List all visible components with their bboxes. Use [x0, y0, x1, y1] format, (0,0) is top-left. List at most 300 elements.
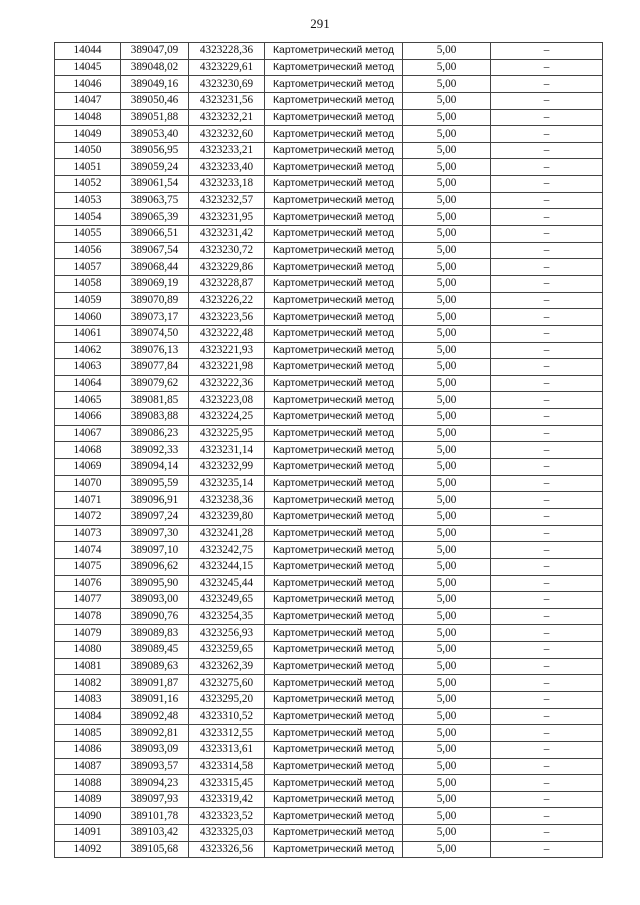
method-cell: Картометрический метод [265, 625, 403, 642]
x-coordinate-cell: 389096,62 [121, 558, 189, 575]
note-cell: – [491, 76, 603, 93]
accuracy-cell: 5,00 [403, 76, 491, 93]
note-cell: – [491, 275, 603, 292]
point-number-cell: 14047 [55, 92, 121, 109]
point-number-cell: 14087 [55, 758, 121, 775]
x-coordinate-cell: 389063,75 [121, 192, 189, 209]
y-coordinate-cell: 4323232,60 [189, 126, 265, 143]
accuracy-cell: 5,00 [403, 725, 491, 742]
point-number-cell: 14071 [55, 492, 121, 509]
table-row [55, 142, 603, 159]
table-row [55, 76, 603, 93]
method-cell: Картометрический метод [265, 492, 403, 509]
y-coordinate-cell: 4323231,95 [189, 209, 265, 226]
accuracy-cell: 5,00 [403, 508, 491, 525]
table-row [55, 409, 603, 426]
note-cell: – [491, 825, 603, 842]
method-cell: Картометрический метод [265, 775, 403, 792]
accuracy-cell: 5,00 [403, 292, 491, 309]
x-coordinate-cell: 389079,62 [121, 375, 189, 392]
point-number-cell: 14072 [55, 508, 121, 525]
table-row [55, 658, 603, 675]
y-coordinate-cell: 4323223,56 [189, 309, 265, 326]
x-coordinate-cell: 389092,33 [121, 442, 189, 459]
y-coordinate-cell: 4323222,36 [189, 375, 265, 392]
table-row [55, 675, 603, 692]
method-cell: Картометрический метод [265, 192, 403, 209]
note-cell: – [491, 375, 603, 392]
y-coordinate-cell: 4323254,35 [189, 608, 265, 625]
y-coordinate-cell: 4323224,25 [189, 409, 265, 426]
x-coordinate-cell: 389093,00 [121, 592, 189, 609]
x-coordinate-cell: 389047,09 [121, 43, 189, 60]
point-number-cell: 14091 [55, 825, 121, 842]
x-coordinate-cell: 389092,48 [121, 708, 189, 725]
note-cell: – [491, 525, 603, 542]
x-coordinate-cell: 389081,85 [121, 392, 189, 409]
x-coordinate-cell: 389067,54 [121, 242, 189, 259]
y-coordinate-cell: 4323256,93 [189, 625, 265, 642]
table-row [55, 808, 603, 825]
table-row [55, 292, 603, 309]
accuracy-cell: 5,00 [403, 475, 491, 492]
x-coordinate-cell: 389097,24 [121, 508, 189, 525]
table-row [55, 525, 603, 542]
note-cell: – [491, 92, 603, 109]
y-coordinate-cell: 4323259,65 [189, 642, 265, 659]
point-number-cell: 14075 [55, 558, 121, 575]
method-cell: Картометрический метод [265, 475, 403, 492]
note-cell: – [491, 142, 603, 159]
accuracy-cell: 5,00 [403, 758, 491, 775]
accuracy-cell: 5,00 [403, 92, 491, 109]
accuracy-cell: 5,00 [403, 492, 491, 509]
accuracy-cell: 5,00 [403, 109, 491, 126]
y-coordinate-cell: 4323310,52 [189, 708, 265, 725]
x-coordinate-cell: 389089,83 [121, 625, 189, 642]
method-cell: Картометрический метод [265, 508, 403, 525]
y-coordinate-cell: 4323235,14 [189, 475, 265, 492]
accuracy-cell: 5,00 [403, 691, 491, 708]
method-cell: Картометрический метод [265, 92, 403, 109]
method-cell: Картометрический метод [265, 708, 403, 725]
table-row [55, 275, 603, 292]
note-cell: – [491, 159, 603, 176]
point-number-cell: 14063 [55, 359, 121, 376]
accuracy-cell: 5,00 [403, 542, 491, 559]
point-number-cell: 14076 [55, 575, 121, 592]
note-cell: – [491, 359, 603, 376]
x-coordinate-cell: 389094,23 [121, 775, 189, 792]
y-coordinate-cell: 4323225,95 [189, 425, 265, 442]
point-number-cell: 14082 [55, 675, 121, 692]
note-cell: – [491, 425, 603, 442]
point-number-cell: 14084 [55, 708, 121, 725]
table-row [55, 259, 603, 276]
accuracy-cell: 5,00 [403, 59, 491, 76]
table-row [55, 92, 603, 109]
y-coordinate-cell: 4323323,52 [189, 808, 265, 825]
y-coordinate-cell: 4323242,75 [189, 542, 265, 559]
accuracy-cell: 5,00 [403, 176, 491, 193]
table-row [55, 708, 603, 725]
x-coordinate-cell: 389086,23 [121, 425, 189, 442]
note-cell: – [491, 309, 603, 326]
accuracy-cell: 5,00 [403, 226, 491, 243]
point-number-cell: 14044 [55, 43, 121, 60]
accuracy-cell: 5,00 [403, 741, 491, 758]
table-row [55, 109, 603, 126]
point-number-cell: 14059 [55, 292, 121, 309]
accuracy-cell: 5,00 [403, 359, 491, 376]
note-cell: – [491, 642, 603, 659]
note-cell: – [491, 209, 603, 226]
note-cell: – [491, 492, 603, 509]
accuracy-cell: 5,00 [403, 775, 491, 792]
table-row [55, 775, 603, 792]
point-number-cell: 14054 [55, 209, 121, 226]
table-row [55, 359, 603, 376]
x-coordinate-cell: 389050,46 [121, 92, 189, 109]
accuracy-cell: 5,00 [403, 608, 491, 625]
accuracy-cell: 5,00 [403, 209, 491, 226]
x-coordinate-cell: 389089,63 [121, 658, 189, 675]
point-number-cell: 14065 [55, 392, 121, 409]
method-cell: Картометрический метод [265, 658, 403, 675]
y-coordinate-cell: 4323221,98 [189, 359, 265, 376]
table-row [55, 825, 603, 842]
accuracy-cell: 5,00 [403, 825, 491, 842]
table-row [55, 841, 603, 858]
note-cell: – [491, 475, 603, 492]
method-cell: Картометрический метод [265, 442, 403, 459]
method-cell: Картометрический метод [265, 43, 403, 60]
x-coordinate-cell: 389070,89 [121, 292, 189, 309]
table-row [55, 176, 603, 193]
method-cell: Картометрический метод [265, 392, 403, 409]
note-cell: – [491, 43, 603, 60]
y-coordinate-cell: 4323239,80 [189, 508, 265, 525]
table-row [55, 575, 603, 592]
point-number-cell: 14079 [55, 625, 121, 642]
point-number-cell: 14088 [55, 775, 121, 792]
note-cell: – [491, 325, 603, 342]
x-coordinate-cell: 389048,02 [121, 59, 189, 76]
accuracy-cell: 5,00 [403, 558, 491, 575]
y-coordinate-cell: 4323222,48 [189, 325, 265, 342]
method-cell: Картометрический метод [265, 209, 403, 226]
accuracy-cell: 5,00 [403, 342, 491, 359]
accuracy-cell: 5,00 [403, 242, 491, 259]
method-cell: Картометрический метод [265, 359, 403, 376]
note-cell: – [491, 775, 603, 792]
table-row [55, 725, 603, 742]
point-number-cell: 14081 [55, 658, 121, 675]
point-number-cell: 14085 [55, 725, 121, 742]
note-cell: – [491, 409, 603, 426]
point-number-cell: 14068 [55, 442, 121, 459]
point-number-cell: 14053 [55, 192, 121, 209]
point-number-cell: 14092 [55, 841, 121, 858]
note-cell: – [491, 342, 603, 359]
x-coordinate-cell: 389049,16 [121, 76, 189, 93]
x-coordinate-cell: 389092,81 [121, 725, 189, 742]
table-row [55, 342, 603, 359]
method-cell: Картометрический метод [265, 558, 403, 575]
table-row [55, 325, 603, 342]
point-number-cell: 14046 [55, 76, 121, 93]
x-coordinate-cell: 389095,59 [121, 475, 189, 492]
table-row [55, 392, 603, 409]
table-row [55, 59, 603, 76]
method-cell: Картометрический метод [265, 226, 403, 243]
x-coordinate-cell: 389093,57 [121, 758, 189, 775]
table-row [55, 226, 603, 243]
method-cell: Картометрический метод [265, 791, 403, 808]
table-row [55, 425, 603, 442]
note-cell: – [491, 708, 603, 725]
y-coordinate-cell: 4323275,60 [189, 675, 265, 692]
table-row [55, 242, 603, 259]
table-row [55, 159, 603, 176]
table-row [55, 442, 603, 459]
note-cell: – [491, 542, 603, 559]
method-cell: Картометрический метод [265, 375, 403, 392]
point-number-cell: 14080 [55, 642, 121, 659]
point-number-cell: 14074 [55, 542, 121, 559]
table-row [55, 309, 603, 326]
method-cell: Картометрический метод [265, 675, 403, 692]
accuracy-cell: 5,00 [403, 375, 491, 392]
y-coordinate-cell: 4323230,72 [189, 242, 265, 259]
note-cell: – [491, 625, 603, 642]
method-cell: Картометрический метод [265, 176, 403, 193]
x-coordinate-cell: 389094,14 [121, 459, 189, 476]
y-coordinate-cell: 4323312,55 [189, 725, 265, 742]
table-row [55, 758, 603, 775]
note-cell: – [491, 442, 603, 459]
point-number-cell: 14050 [55, 142, 121, 159]
point-number-cell: 14052 [55, 176, 121, 193]
x-coordinate-cell: 389068,44 [121, 259, 189, 276]
method-cell: Картометрический метод [265, 691, 403, 708]
table-row [55, 508, 603, 525]
y-coordinate-cell: 4323233,18 [189, 176, 265, 193]
point-number-cell: 14073 [55, 525, 121, 542]
y-coordinate-cell: 4323229,86 [189, 259, 265, 276]
note-cell: – [491, 741, 603, 758]
point-number-cell: 14055 [55, 226, 121, 243]
note-cell: – [491, 392, 603, 409]
y-coordinate-cell: 4323226,22 [189, 292, 265, 309]
method-cell: Картометрический метод [265, 325, 403, 342]
method-cell: Картометрический метод [265, 608, 403, 625]
note-cell: – [491, 176, 603, 193]
table-row [55, 691, 603, 708]
method-cell: Картометрический метод [265, 825, 403, 842]
method-cell: Картометрический метод [265, 242, 403, 259]
method-cell: Картометрический метод [265, 76, 403, 93]
note-cell: – [491, 758, 603, 775]
point-number-cell: 14069 [55, 459, 121, 476]
method-cell: Картометрический метод [265, 59, 403, 76]
note-cell: – [491, 459, 603, 476]
x-coordinate-cell: 389056,95 [121, 142, 189, 159]
y-coordinate-cell: 4323233,40 [189, 159, 265, 176]
accuracy-cell: 5,00 [403, 841, 491, 858]
note-cell: – [491, 658, 603, 675]
method-cell: Картометрический метод [265, 459, 403, 476]
page-number: 291 [310, 16, 330, 31]
note-cell: – [491, 608, 603, 625]
point-number-cell: 14051 [55, 159, 121, 176]
method-cell: Картометрический метод [265, 126, 403, 143]
accuracy-cell: 5,00 [403, 392, 491, 409]
point-number-cell: 14045 [55, 59, 121, 76]
x-coordinate-cell: 389090,76 [121, 608, 189, 625]
accuracy-cell: 5,00 [403, 309, 491, 326]
note-cell: – [491, 791, 603, 808]
x-coordinate-cell: 389083,88 [121, 409, 189, 426]
accuracy-cell: 5,00 [403, 325, 491, 342]
y-coordinate-cell: 4323232,21 [189, 109, 265, 126]
table-row [55, 209, 603, 226]
note-cell: – [491, 725, 603, 742]
y-coordinate-cell: 4323241,28 [189, 525, 265, 542]
method-cell: Картометрический метод [265, 525, 403, 542]
y-coordinate-cell: 4323245,44 [189, 575, 265, 592]
accuracy-cell: 5,00 [403, 592, 491, 609]
accuracy-cell: 5,00 [403, 525, 491, 542]
method-cell: Картометрический метод [265, 425, 403, 442]
x-coordinate-cell: 389073,17 [121, 309, 189, 326]
method-cell: Картометрический метод [265, 309, 403, 326]
table-row [55, 126, 603, 143]
note-cell: – [491, 292, 603, 309]
point-number-cell: 14057 [55, 259, 121, 276]
accuracy-cell: 5,00 [403, 675, 491, 692]
y-coordinate-cell: 4323230,69 [189, 76, 265, 93]
accuracy-cell: 5,00 [403, 409, 491, 426]
y-coordinate-cell: 4323232,99 [189, 459, 265, 476]
note-cell: – [491, 242, 603, 259]
y-coordinate-cell: 4323314,58 [189, 758, 265, 775]
table-row [55, 192, 603, 209]
x-coordinate-cell: 389105,68 [121, 841, 189, 858]
table-row [55, 741, 603, 758]
x-coordinate-cell: 389074,50 [121, 325, 189, 342]
x-coordinate-cell: 389097,10 [121, 542, 189, 559]
y-coordinate-cell: 4323238,36 [189, 492, 265, 509]
y-coordinate-cell: 4323223,08 [189, 392, 265, 409]
accuracy-cell: 5,00 [403, 459, 491, 476]
method-cell: Картометрический метод [265, 142, 403, 159]
y-coordinate-cell: 4323249,65 [189, 592, 265, 609]
table-row [55, 475, 603, 492]
accuracy-cell: 5,00 [403, 192, 491, 209]
x-coordinate-cell: 389069,19 [121, 275, 189, 292]
x-coordinate-cell: 389097,93 [121, 791, 189, 808]
method-cell: Картометрический метод [265, 808, 403, 825]
y-coordinate-cell: 4323325,03 [189, 825, 265, 842]
y-coordinate-cell: 4323319,42 [189, 791, 265, 808]
accuracy-cell: 5,00 [403, 808, 491, 825]
table-row [55, 608, 603, 625]
point-number-cell: 14083 [55, 691, 121, 708]
method-cell: Картометрический метод [265, 275, 403, 292]
method-cell: Картометрический метод [265, 109, 403, 126]
table-row [55, 43, 603, 60]
accuracy-cell: 5,00 [403, 791, 491, 808]
point-number-cell: 14078 [55, 608, 121, 625]
x-coordinate-cell: 389076,13 [121, 342, 189, 359]
accuracy-cell: 5,00 [403, 425, 491, 442]
y-coordinate-cell: 4323229,61 [189, 59, 265, 76]
method-cell: Картометрический метод [265, 592, 403, 609]
method-cell: Картометрический метод [265, 542, 403, 559]
point-number-cell: 14066 [55, 409, 121, 426]
method-cell: Картометрический метод [265, 159, 403, 176]
note-cell: – [491, 691, 603, 708]
x-coordinate-cell: 389065,39 [121, 209, 189, 226]
y-coordinate-cell: 4323231,56 [189, 92, 265, 109]
coordinates-table [54, 42, 603, 858]
note-cell: – [491, 192, 603, 209]
accuracy-cell: 5,00 [403, 142, 491, 159]
table-row [55, 558, 603, 575]
x-coordinate-cell: 389059,24 [121, 159, 189, 176]
point-number-cell: 14062 [55, 342, 121, 359]
method-cell: Картометрический метод [265, 758, 403, 775]
x-coordinate-cell: 389066,51 [121, 226, 189, 243]
note-cell: – [491, 59, 603, 76]
y-coordinate-cell: 4323244,15 [189, 558, 265, 575]
accuracy-cell: 5,00 [403, 658, 491, 675]
coordinates-table-body [55, 43, 603, 858]
x-coordinate-cell: 389061,54 [121, 176, 189, 193]
y-coordinate-cell: 4323231,42 [189, 226, 265, 243]
accuracy-cell: 5,00 [403, 43, 491, 60]
y-coordinate-cell: 4323315,45 [189, 775, 265, 792]
point-number-cell: 14060 [55, 309, 121, 326]
point-number-cell: 14086 [55, 741, 121, 758]
x-coordinate-cell: 389077,84 [121, 359, 189, 376]
accuracy-cell: 5,00 [403, 642, 491, 659]
point-number-cell: 14048 [55, 109, 121, 126]
x-coordinate-cell: 389101,78 [121, 808, 189, 825]
note-cell: – [491, 226, 603, 243]
point-number-cell: 14058 [55, 275, 121, 292]
x-coordinate-cell: 389093,09 [121, 741, 189, 758]
point-number-cell: 14061 [55, 325, 121, 342]
table-row [55, 542, 603, 559]
x-coordinate-cell: 389091,16 [121, 691, 189, 708]
point-number-cell: 14070 [55, 475, 121, 492]
table-row [55, 375, 603, 392]
table-row [55, 625, 603, 642]
accuracy-cell: 5,00 [403, 625, 491, 642]
method-cell: Картометрический метод [265, 342, 403, 359]
method-cell: Картометрический метод [265, 292, 403, 309]
accuracy-cell: 5,00 [403, 275, 491, 292]
accuracy-cell: 5,00 [403, 159, 491, 176]
y-coordinate-cell: 4323232,57 [189, 192, 265, 209]
x-coordinate-cell: 389089,45 [121, 642, 189, 659]
method-cell: Картометрический метод [265, 841, 403, 858]
note-cell: – [491, 508, 603, 525]
table-row [55, 791, 603, 808]
x-coordinate-cell: 389095,90 [121, 575, 189, 592]
